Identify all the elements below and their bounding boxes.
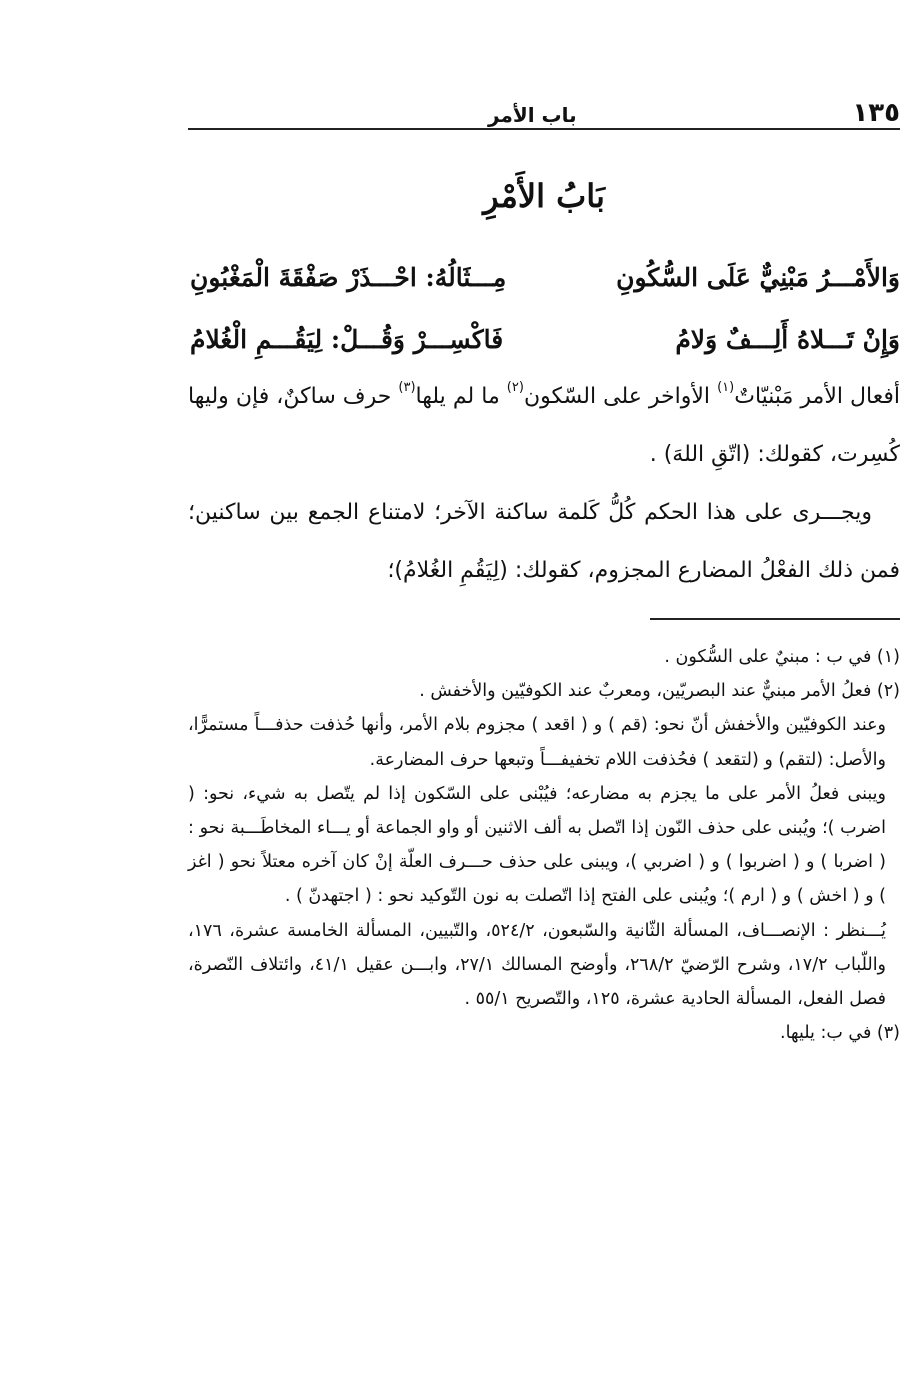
paragraph-text: ما لم يلها xyxy=(415,384,507,409)
page-number: ١٣٥ xyxy=(852,98,900,128)
footnotes xyxy=(188,640,900,1050)
verse-second-hemistich: فَاكْسِـــرْ وَقُـــلْ: لِيَقُـــمِ الْغُلامُ xyxy=(190,324,504,354)
footnote-continuation: ويبنى فعلُ الأمر على ما يجزم به مضارعه؛ فيُبْنى على السّكون إذا لم يتّصل به شيء، نحو: ( اضرب )؛ ويُبنى على حذف النّون إذا اتّصل به ألف الاثنين أو واو الجماعة أو يـــاء المخاطَـــبة نحو : ( اضربا ) و ( اضربوا ) و ( اضربي )، ويبنى على حذف حـــرف العلّة إنْ كان آخره معتلاً نحو ( اغز ) و ( اخش ) و ( ارم )؛ ويُبنى على الفتح إذا اتّصلت به نون التّوكيد نحو : ( اجتهدنّ ) . xyxy=(188,783,886,907)
footnote-separator xyxy=(650,618,900,620)
header-rule xyxy=(188,128,900,130)
footnote-references: يُـــنظر : الإنصـــاف، المسألة الثّانية والسّبعون، ٥٢٤/٢، والتّبيين، المسألة الخامسة عشرة، ١٧٦، واللّباب ١٧/٢، وشرح الرّضيّ ٢٦٨/٢، وأوضح المسالك ٢٧/١، وابـــن عقيل ٤١/١، وائتلاف النّصرة، فصل الفعل، المسألة الحادية عشرة، ١٢٥، والتّصريح ٥٥/١ . xyxy=(188,920,887,1010)
chapter-title: بَابُ الأَمْرِ xyxy=(483,177,605,215)
footnote-ref: (٢) xyxy=(506,380,524,395)
commentary-paragraph xyxy=(188,368,900,484)
verse-block xyxy=(190,246,900,370)
verse-line xyxy=(190,308,900,370)
paragraph-text: أفعال الأمر مَبْنيّاتٌ xyxy=(734,384,900,409)
running-header xyxy=(188,96,900,128)
paragraph-text: الأواخر على السّكون xyxy=(523,384,718,409)
footnote-ref: (٣) xyxy=(398,380,416,395)
footnote: (٢) فعلُ الأمر مبنيٌّ عند البصريّين، ومعربٌ عند الكوفيّين والأخفش . xyxy=(419,681,900,702)
footnote: (٣) في ب: يليها. xyxy=(780,1023,900,1044)
footnote-ref: (١) xyxy=(717,380,735,395)
footnote: (١) في ب : مبنيٌ على السُّكون . xyxy=(664,647,900,667)
verse-first-hemistich: وَالأَمْـــرُ مَبْنِيٌّ عَلَى السُّكُونِ xyxy=(616,262,900,292)
verse-first-hemistich: وَإِنْ تَـــلاهُ أَلِـــفٌ وَلامُ xyxy=(675,324,900,354)
verse-second-hemistich: مِـــثَالُهُ: احْـــذَرْ صَفْقَةَ الْمَغْبُونِ xyxy=(190,262,507,292)
verse-line xyxy=(190,246,900,308)
commentary-paragraph: ويجـــرى على هذا الحكم كُلُّ كَلمة ساكنة الآخر؛ لامتناع الجمع بين ساكنين؛ فمن ذلك الفعْلُ المضارع المجزوم، كقولك: (لِيَقُمِ الغُلامُ)؛ xyxy=(188,500,900,583)
paragraph-text: حرف ساكنٌ، فإن وليها كُسِرت، كقولك: (اتّقِ اللهَ) . xyxy=(188,384,900,467)
footnote-continuation: وعند الكوفيّين والأخفش أنّ نحو: (قم ) و ( اقعد ) مجزوم بلام الأمر، وأنها حُذفت حذفـــاً مستمرًّا، والأصل: (لتقم) و (لتقعد ) فحُذفت اللام تخفيفـــاً وتبعها حرف المضارعة. xyxy=(188,715,886,770)
running-title: باب الأمر xyxy=(488,103,577,127)
commentary-body xyxy=(188,368,900,600)
